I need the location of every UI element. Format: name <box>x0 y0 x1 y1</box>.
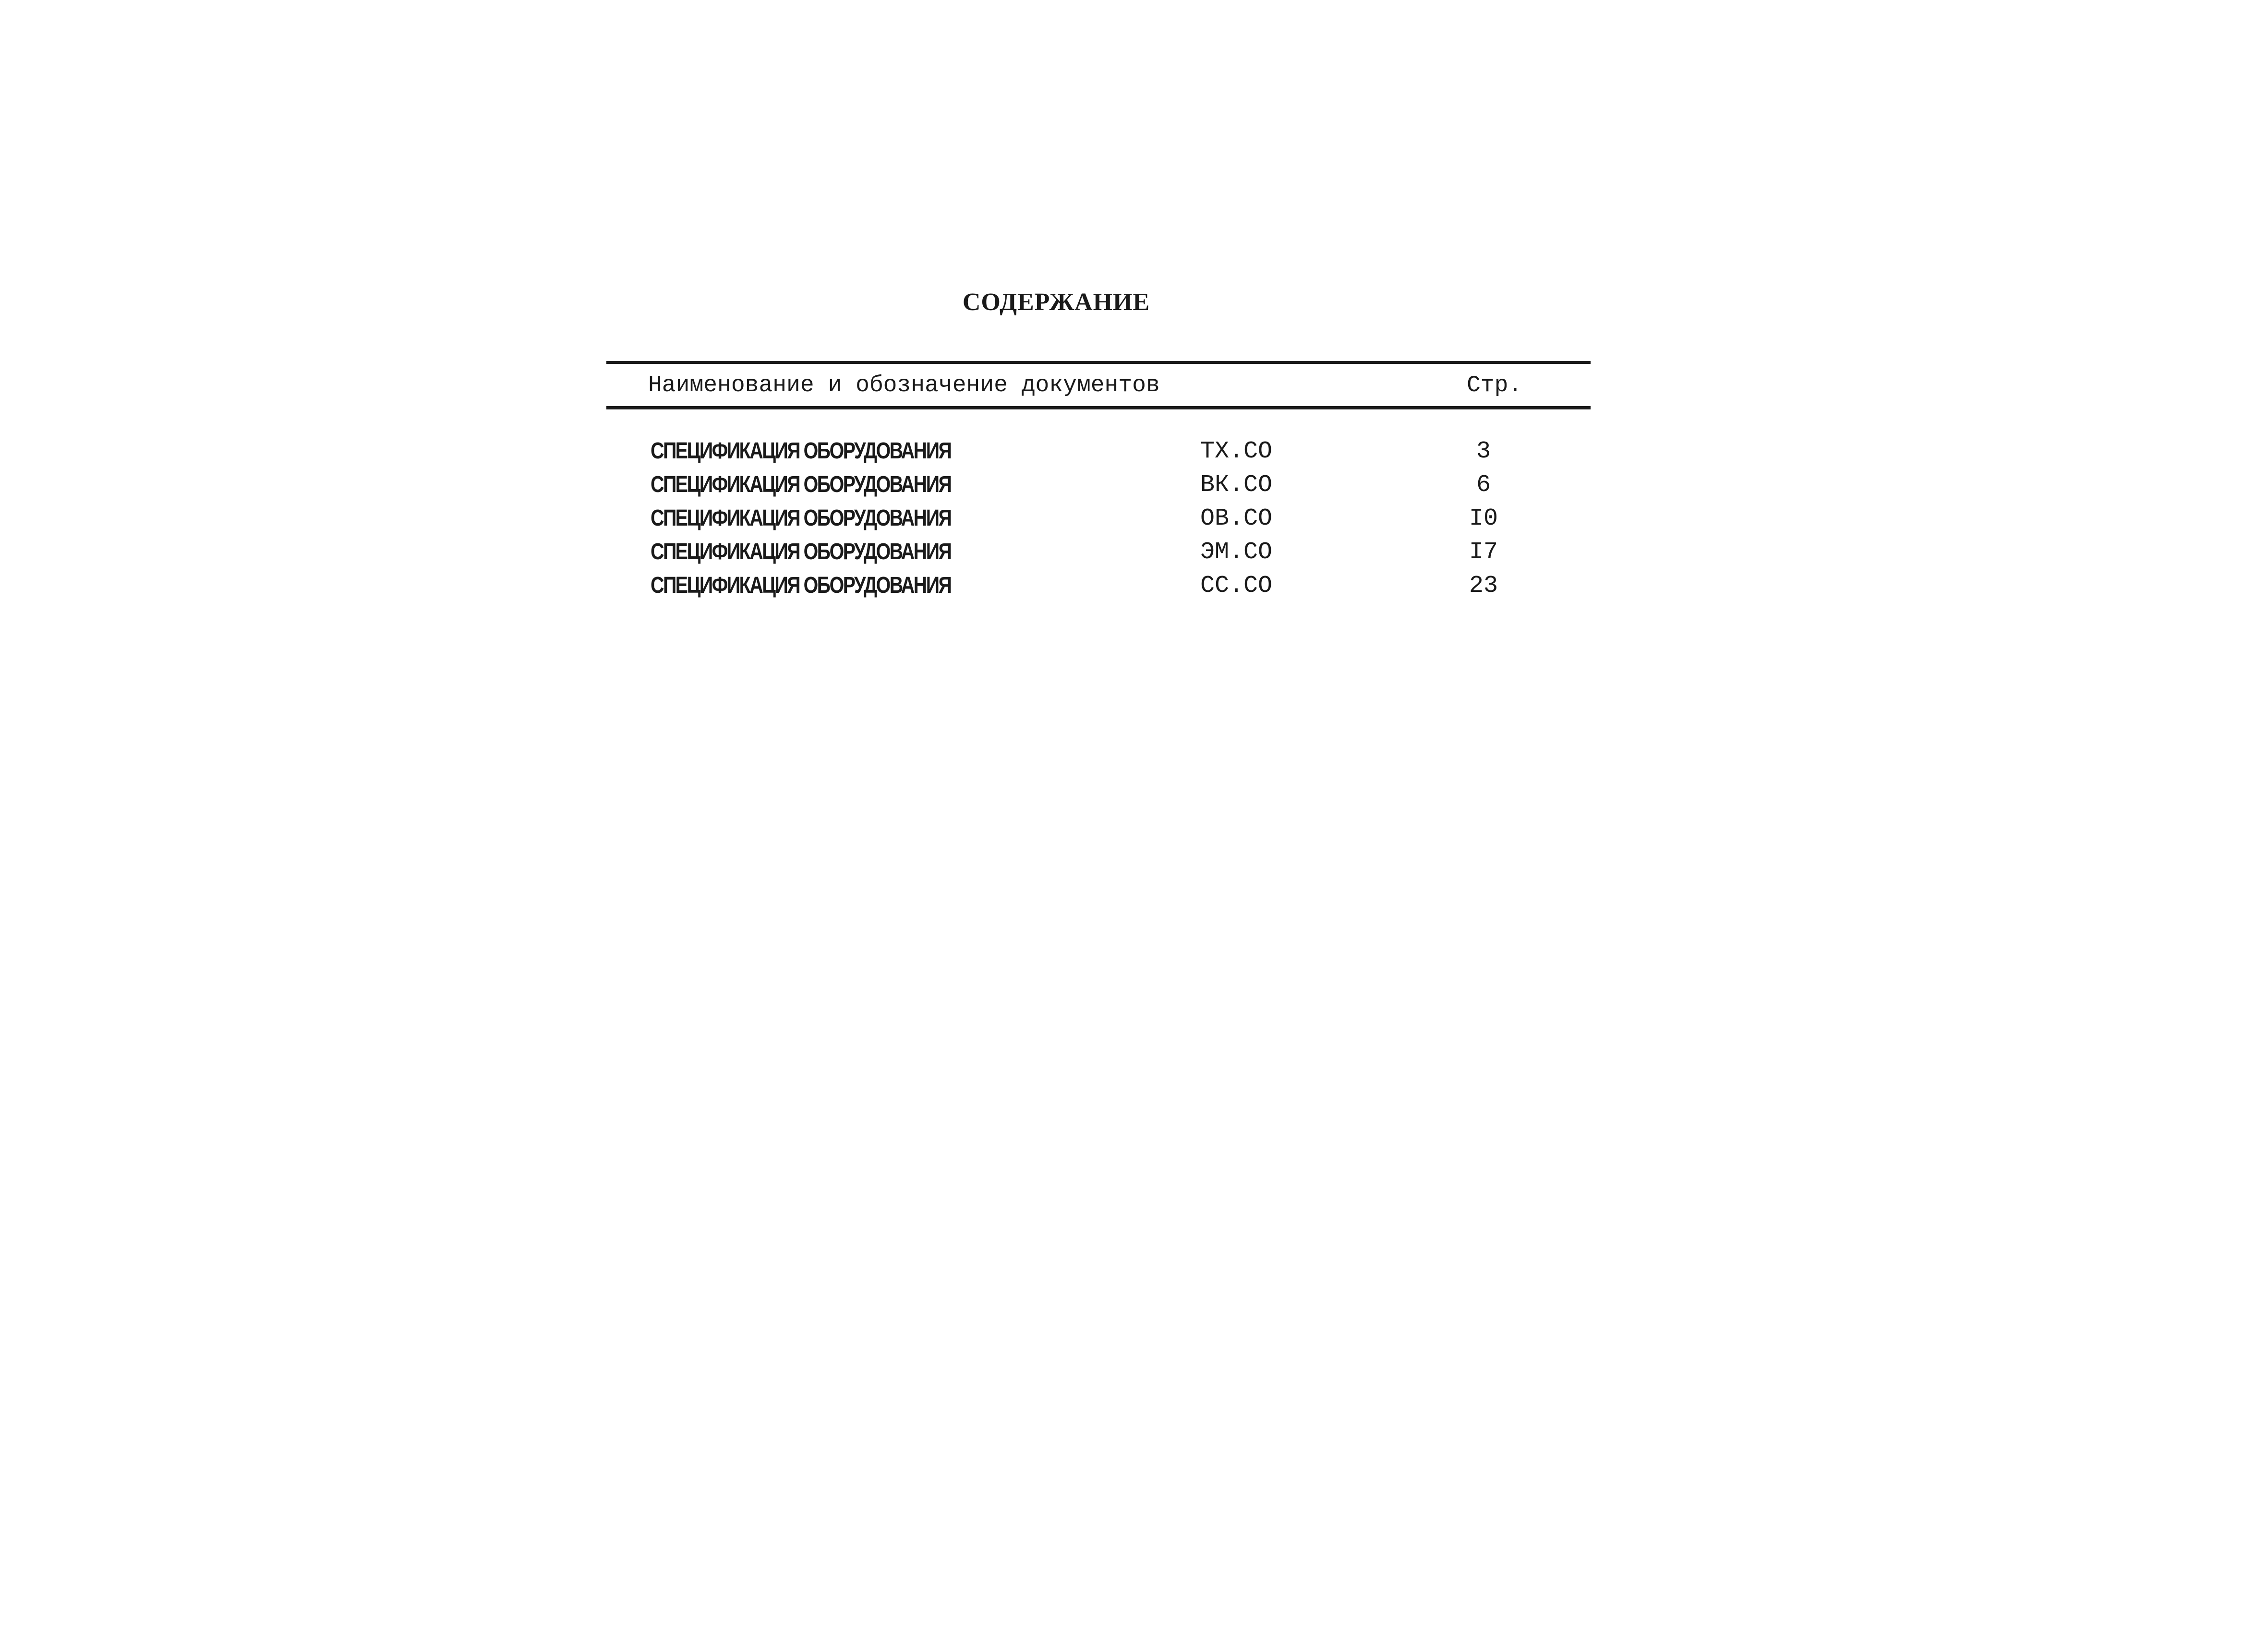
row-page: 3 <box>1476 438 1491 465</box>
row-page: I0 <box>1469 505 1498 532</box>
row-code: ВК.СО <box>1200 471 1273 499</box>
row-code: ЭМ.СО <box>1200 539 1273 566</box>
row-name: СПЕЦИФИКАЦИЯ ОБОРУДОВАНИЯ <box>651 438 951 464</box>
table-row <box>0 572 2268 606</box>
row-code: ОВ.СО <box>1200 505 1273 532</box>
table-row <box>0 539 2268 572</box>
row-code: ТХ.СО <box>1200 438 1273 465</box>
contents-table <box>0 438 2268 606</box>
row-name: СПЕЦИФИКАЦИЯ ОБОРУДОВАНИЯ <box>651 539 951 564</box>
column-header-name: Наименование и обозначение документов <box>648 372 1160 398</box>
table-header-rule <box>606 406 1591 409</box>
page-title: СОДЕРЖАНИЕ <box>962 288 1150 316</box>
table-row <box>0 505 2268 539</box>
table-row <box>0 471 2268 505</box>
row-page: I7 <box>1469 539 1498 566</box>
row-code: СС.СО <box>1200 572 1273 600</box>
row-page: 23 <box>1469 572 1498 600</box>
row-name: СПЕЦИФИКАЦИЯ ОБОРУДОВАНИЯ <box>651 505 951 531</box>
row-name: СПЕЦИФИКАЦИЯ ОБОРУДОВАНИЯ <box>651 573 951 598</box>
column-header-page: Стр. <box>1467 372 1522 398</box>
table-top-rule <box>606 361 1591 364</box>
table-row <box>0 438 2268 471</box>
row-page: 6 <box>1476 471 1491 499</box>
row-name: СПЕЦИФИКАЦИЯ ОБОРУДОВАНИЯ <box>651 472 951 497</box>
